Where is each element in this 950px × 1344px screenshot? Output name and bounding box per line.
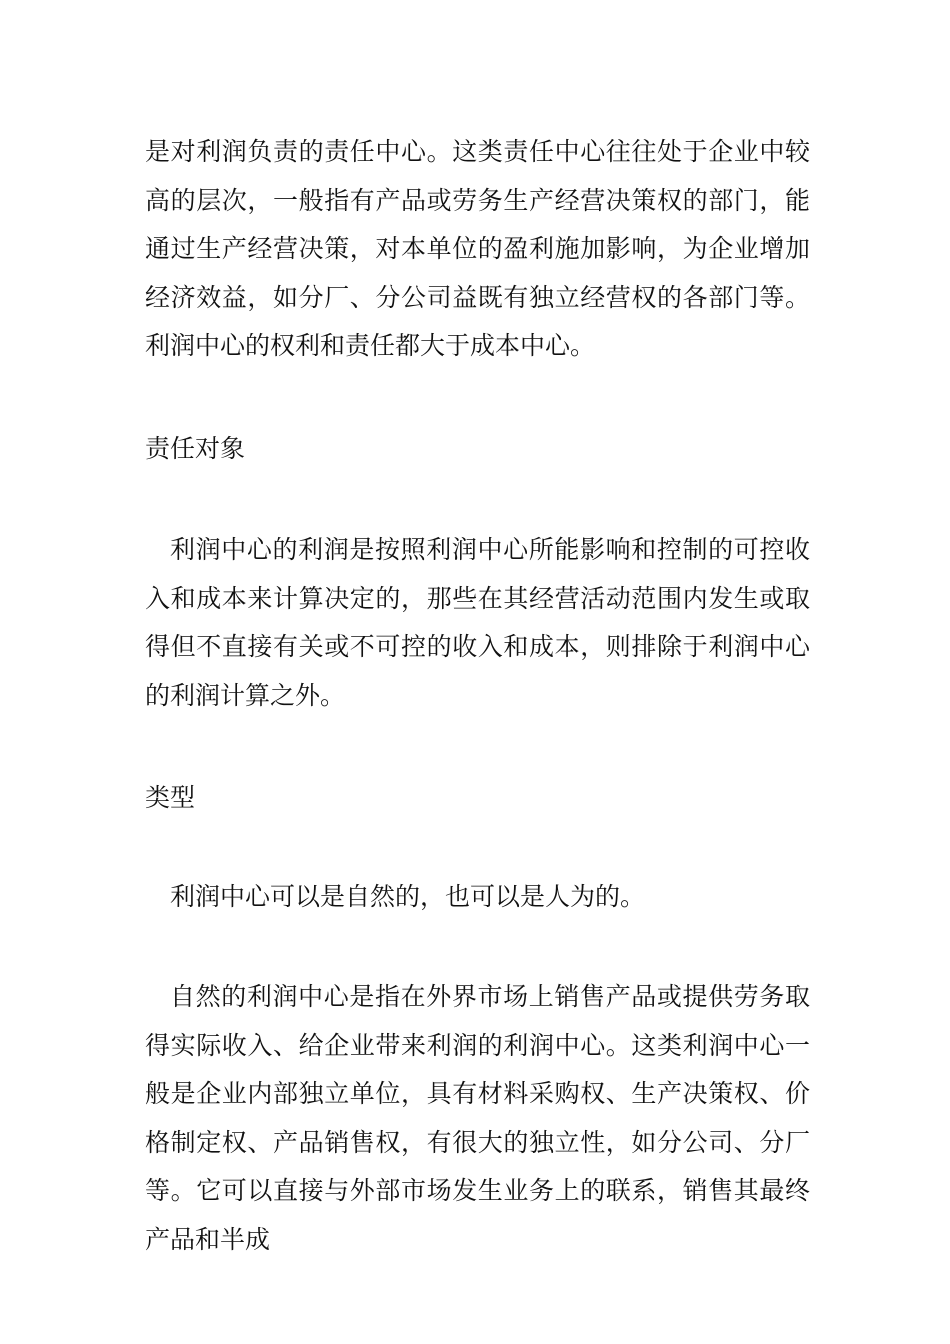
heading-responsibility-object: 责任对象: [145, 434, 246, 463]
paragraph-intro: 是对利润负责的责任中心。这类责任中心往往处于企业中较高的层次，一般指有产品或劳务生产经营决策权的部门，能通过生产经营决策，对本单位的盈利施加影响，为企业增加经济效益，如分厂、分公司益既有独立经营权的各部门等。利润中心的权利和责任都大于成本中心。: [145, 137, 810, 360]
paragraph-responsibility-object: 利润中心的利润是按照利润中心所能影响和控制的可控收入和成本来计算决定的，那些在其经营活动范围内发生或取得但不直接有关或不可控的收入和成本，则排除于利润中心的利润计算之外。: [145, 535, 810, 710]
paragraph-types-intro: 利润中心可以是自然的，也可以是人为的。: [170, 882, 646, 911]
heading-types: 类型: [145, 783, 196, 812]
paragraph-natural-profit-center: 自然的利润中心是指在外界市场上销售产品或提供劳务取得实际收入、给企业带来利润的利润中心。这类利润中心一般是企业内部独立单位，具有材料采购权、生产决策权、价格制定权、产品销售权，有很大的独立性，如分公司、分厂等。它可以直接与外部市场发生业务上的联系，销售其最终产品和半成: [145, 982, 810, 1254]
